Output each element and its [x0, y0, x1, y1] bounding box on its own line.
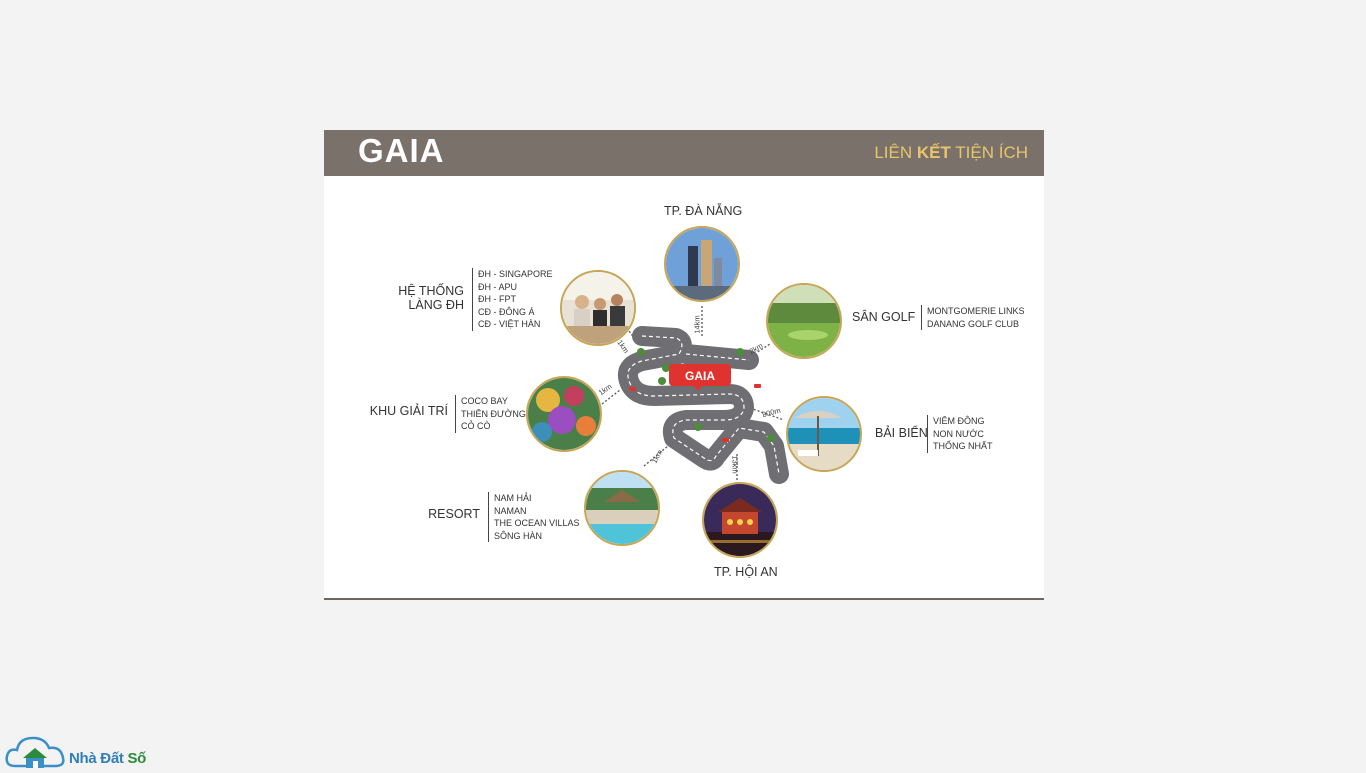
list-item: NAMAN	[494, 505, 527, 516]
slide	[324, 130, 1044, 600]
list-item: VIÊM ĐÔNG	[933, 416, 985, 426]
watermark-text-part2: Số	[127, 750, 147, 767]
universities-photo	[560, 270, 636, 346]
universities-label-line2: LÀNG ĐH	[408, 298, 464, 312]
slide-header	[324, 130, 1044, 176]
da-nang-label: TP. ĐÀ NẴNG	[664, 204, 743, 218]
distance-resort: 1km	[649, 448, 665, 465]
list-item: THỐNG NHẤT	[933, 441, 993, 452]
list-item: CỎ CÒ	[461, 421, 491, 432]
list-item: ĐH - APU	[478, 281, 518, 292]
beach-label: BẢI BIỂN	[875, 426, 928, 440]
watermark-text	[69, 750, 146, 767]
resort-photo	[584, 470, 660, 546]
entertainment-photo	[526, 376, 602, 452]
list-item: CĐ - ĐÔNG Á	[478, 306, 535, 317]
watermark-text-part1: Nhà Đất	[69, 750, 128, 767]
list-item: NON NƯỚC	[933, 428, 984, 439]
resort-list	[488, 492, 580, 542]
golf-list	[921, 305, 1025, 330]
golf-photo	[766, 283, 842, 359]
nha-dat-so-watermark	[5, 732, 165, 768]
list-item: THE OCEAN VILLAS	[494, 518, 580, 529]
distance-golf: 2km	[747, 341, 765, 356]
section-title-part3: TIỆN ÍCH	[950, 143, 1028, 162]
gaia-logo: GAIA	[358, 132, 445, 169]
list-item: ĐH - FPT	[478, 294, 516, 305]
list-item: COCO BAY	[461, 396, 508, 406]
beach-list	[927, 415, 993, 453]
da-nang-photo	[664, 226, 740, 302]
entertainment-list	[455, 395, 526, 433]
center-badge-text: GAIA	[685, 369, 715, 383]
list-item: CĐ - VIỆT HÀN	[478, 319, 541, 330]
section-title-part2: KẾT	[916, 143, 951, 162]
distance-da-nang: 14km	[692, 315, 702, 334]
universities-list	[472, 268, 553, 331]
golf-label: SÂN GOLF	[852, 310, 916, 324]
list-item: DANANG GOLF CLUB	[927, 318, 1020, 329]
list-item: SÔNG HÀN	[494, 530, 543, 541]
section-title	[874, 143, 1028, 163]
universities-label-line1: HỆ THỐNG	[398, 284, 464, 298]
list-item: ĐH - SINGAPORE	[478, 269, 553, 279]
resort-label: RESORT	[428, 507, 480, 521]
distance-beach: 800m	[761, 405, 782, 420]
house-cloud-icon	[5, 732, 67, 768]
list-item: MONTGOMERIE LINKS	[927, 306, 1025, 316]
distance-hoi-an: 13km	[730, 455, 740, 474]
hoi-an-label: TP. HỘI AN	[714, 565, 778, 579]
distance-universities: 1km	[615, 338, 631, 355]
hoi-an-photo	[702, 482, 778, 558]
distance-entertainment: 1km	[596, 381, 614, 398]
list-item: NAM HẢI	[494, 493, 532, 503]
section-title-part1: LIÊN	[874, 143, 917, 162]
entertainment-label: KHU GIẢI TRÍ	[369, 404, 448, 418]
beach-photo	[786, 396, 862, 472]
list-item: THIÊN ĐƯỜNG	[461, 408, 526, 419]
universities-label	[390, 284, 464, 312]
